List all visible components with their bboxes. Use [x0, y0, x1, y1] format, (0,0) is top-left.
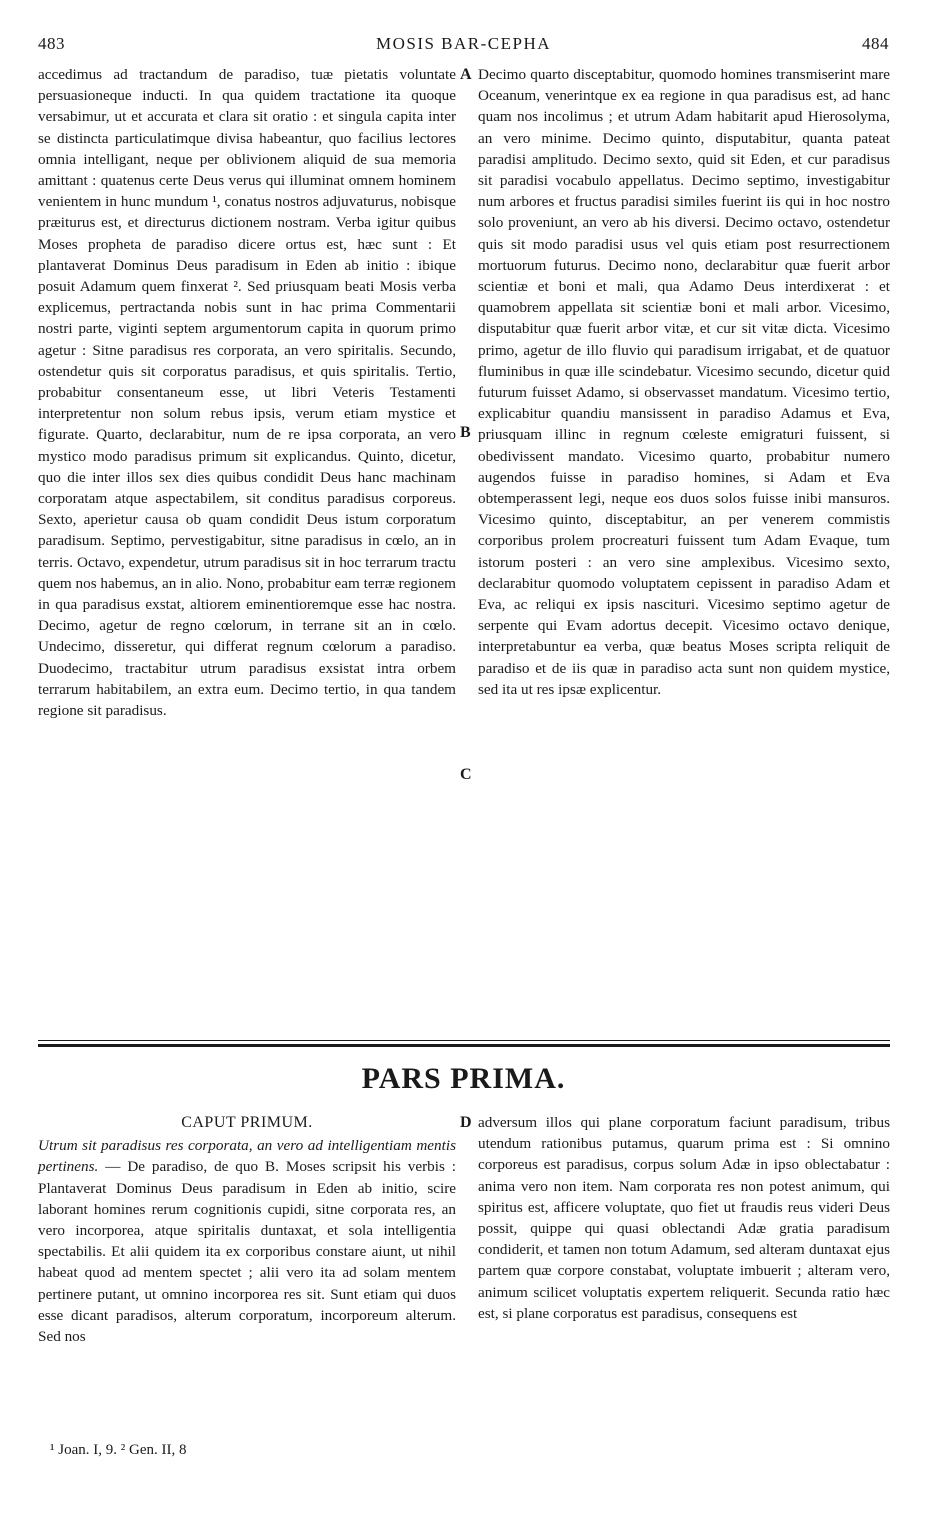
margin-mark-a: A: [460, 66, 472, 83]
chapter-question: Utrum sit paradisus res corporata, an vero ad intelligentiam mentis pertinens.: [38, 1137, 456, 1176]
text-column-right-top: [478, 64, 890, 700]
text-column-left-bottom: [38, 1112, 456, 1347]
margin-mark-b: B: [460, 424, 471, 441]
paragraph: adversum illos qui plane corporatum faciunt paradisum, tribus utendum rationibus putamus, quarum prima est : Si omnino corporeus est paradisus, corpus solum Adæ in ipso oblectabatur : anima vero non item. Nam corporata res non potest animum, qui spiritus est, afficere voluptate, quo fiet ut fraudis reus videri Deus possit, quippe qui quasi oblectandi Adæ gratia paradisum condiderit, et tamen non totum Adamum, sed alteram duntaxat ejus partem quæ corpore constabat, voluptate imbuerit ; alteram vero, animum scilicet voluptatis expertem reliquerit. Secunda ratio hæc est, si plane corporatus est paradisus, consequens est: [478, 1114, 890, 1322]
running-title: MOSIS BAR-CEPHA: [375, 34, 552, 53]
text-column-right-bottom: [478, 1112, 890, 1324]
text-column-left-top: [38, 64, 456, 721]
chapter-body: — De paradiso, de quo B. Moses scripsit his verbis : Plantaverat Dominus Deus paradisum in Eden ab initio, scire laborant homines rerum cognitionis cupidi, sitne corporata res, an vero incorporea, atque spiritalis duntaxat, et sola intelligentia spectabilis. Et alii quidem ita ex corporibus constare aiunt, ut nihil habeat quod ad mentem spectet ; alii vero ita ad solam mentem pertinere putant, ut omnino incorporea res sit. Sunt etiam qui duos esse dicant paradisos, alterum corporatum, incorporeum alterum. Sed nos: [38, 1158, 457, 1346]
paragraph: [38, 1135, 456, 1347]
divider-thin: [38, 1040, 890, 1041]
divider-thick: [38, 1044, 890, 1047]
chapter-title: CAPUT PRIMUM.: [181, 1114, 313, 1131]
footnote: ¹ Joan. I, 9. ² Gen. II, 8: [50, 1442, 187, 1458]
paragraph: Decimo quarto disceptabitur, quomodo homines transmiserint mare Oceanum, venerintque ex ea regione in qua paradisus est, ad hanc quam nos incolimus ; et utrum Adam habitarit apud Hierosolyma, an vero minime. Decimo quinto, disputabitur, quanta pateat paradisi amplitudo. Decimo sexto, quid sit Eden, et cur paradisus sit paradisi vocabulo appellatus. Decimo septimo, investigabitur num arbores et fructus paradisi similes fuerint iis qui in hoc nostro solo proveniunt, an vero ab his diversi. Decimo octavo, ostendetur quis sit modo paradisi usus vel quis etiam post resurrectionem mortuorum futurus. Decimo nono, declarabitur quæ fuerit arbor scientiæ et boni et mali, qua Adamo Deus interdixerat : et quamobrem appellata sit scientiæ boni et mali arbor. Vicesimo, disputabitur quæ fuerit arbor vitæ, et cur sit vitæ dicta. Vicesimo primo, agetur de illo fluvio qui paradisum irrigabat, et de quatuor fluminibus in quæ ille scindebatur. Vicesimo secundo, dicetur quid futurum fuisset Adamo, si observasset mandatum. Vicesimo tertio, explicabitur quandiu mansissent in paradiso Adamus et Eva, priusquam illinc in regnum cœleste emigraturi fuissent, si obedivissent mandato. Vicesimo quarto, probabitur numero augendos fuisse in paradiso homines, si Adam et Eva obtemperassent legi, neque eos duos solos fuisse inibi mansuros. Vicesimo quinto, disceptabitur, an per venerem commistis corporibus prolem procreaturi fuissent tum Adam Evaque, tum istorum posteri : an vero sine amplexibus. Vicesimo sexto, declarabitur quomodo voluptatem cepissent in paradiso Adam et Eva, ac reliqui ex ipsis nascituri. Vicesimo septimo agetur de serpente qui Evam adortus decepit. Vicesimo octavo denique, interpretabuntur ea verba, quæ beatus Moses scripta reliquit de paradiso et de iis quæ in paradiso acta sunt non quidem mystice, sed ita ut res ipsæ explicentur.: [478, 66, 890, 698]
page-number-left: 483: [38, 34, 65, 53]
page-number-right: 484: [862, 34, 889, 53]
paragraph: accedimus ad tractandum de paradiso, tuæ pietatis voluntate persuasioneque inducti. In qua quidem tractatione ita quoque versabimur, ut et accurata et clara sit oratio : et singula capita inter se distincta particulatimque divisa habeantur, quo facilius lectores omnia intelligant, neque per oblivionem aliquid de sua memoria amittant : quatenus certe Deus verus qui illuminat omnem hominem venientem in hunc mundum ¹, conatus nostros adjuvaturus, nobisque præiturus est, et directurus dictionem nostram. Verba igitur quibus Moses propheta de paradiso dicere ortus est, hæc sunt : Et plantaverat Dominus Deus paradisum in Eden ab initio : ibique posuit Adamum quem finxerat ². Sed priusquam beati Mosis verba explicemus, pertractanda nobis sunt in hac prima Commentarii nostri parte, viginti septem argumentorum capita in quorum primo agetur : Sitne paradisus res corporata, an vero spiritalis. Secundo, ostendetur quis sit corporatus paradisus, et quis spiritalis. Tertio, probabitur consentaneum esse, ut libri Veteris Testamenti interpretentur non solum rebus ipsis, verum etiam mystice et figurate. Quarto, declarabitur, num de re ipsa corporata, an vero mystico modo paradisus primum sit explicandus. Quinto, dicetur, quo die inter illos sex dies quibus condidit Deus hanc machinam corporatam atque aspectabilem, sit conditus paradisus corporeus. Sexto, aperietur causa ob quam condidit Deus istum corporatum paradisum. Septimo, pervestigabitur, sitne paradisus in cœlo, an in terris. Octavo, expendetur, utrum paradisus sit in hoc terrarum tractu quem nos habemus, an in alio. Nono, probabitur eam terræ regionem in qua paradisus exstat, altiorem eminentioremque esse hac nostra. Decimo, agetur de regno cœlorum, in terrane sit an in cœlo. Undecimo, disseretur, qui differat regnum cœlorum a paradiso. Duodecimo, tractabitur utrum paradisus exsistat intra orbem terrarum habitabilem, an extra eum. Decimo tertio, in qua tandem regione sit paradisus.: [38, 66, 456, 720]
part-title: PARS PRIMA.: [361, 1062, 566, 1095]
margin-mark-d: D: [460, 1114, 472, 1131]
margin-mark-c: C: [460, 766, 472, 783]
